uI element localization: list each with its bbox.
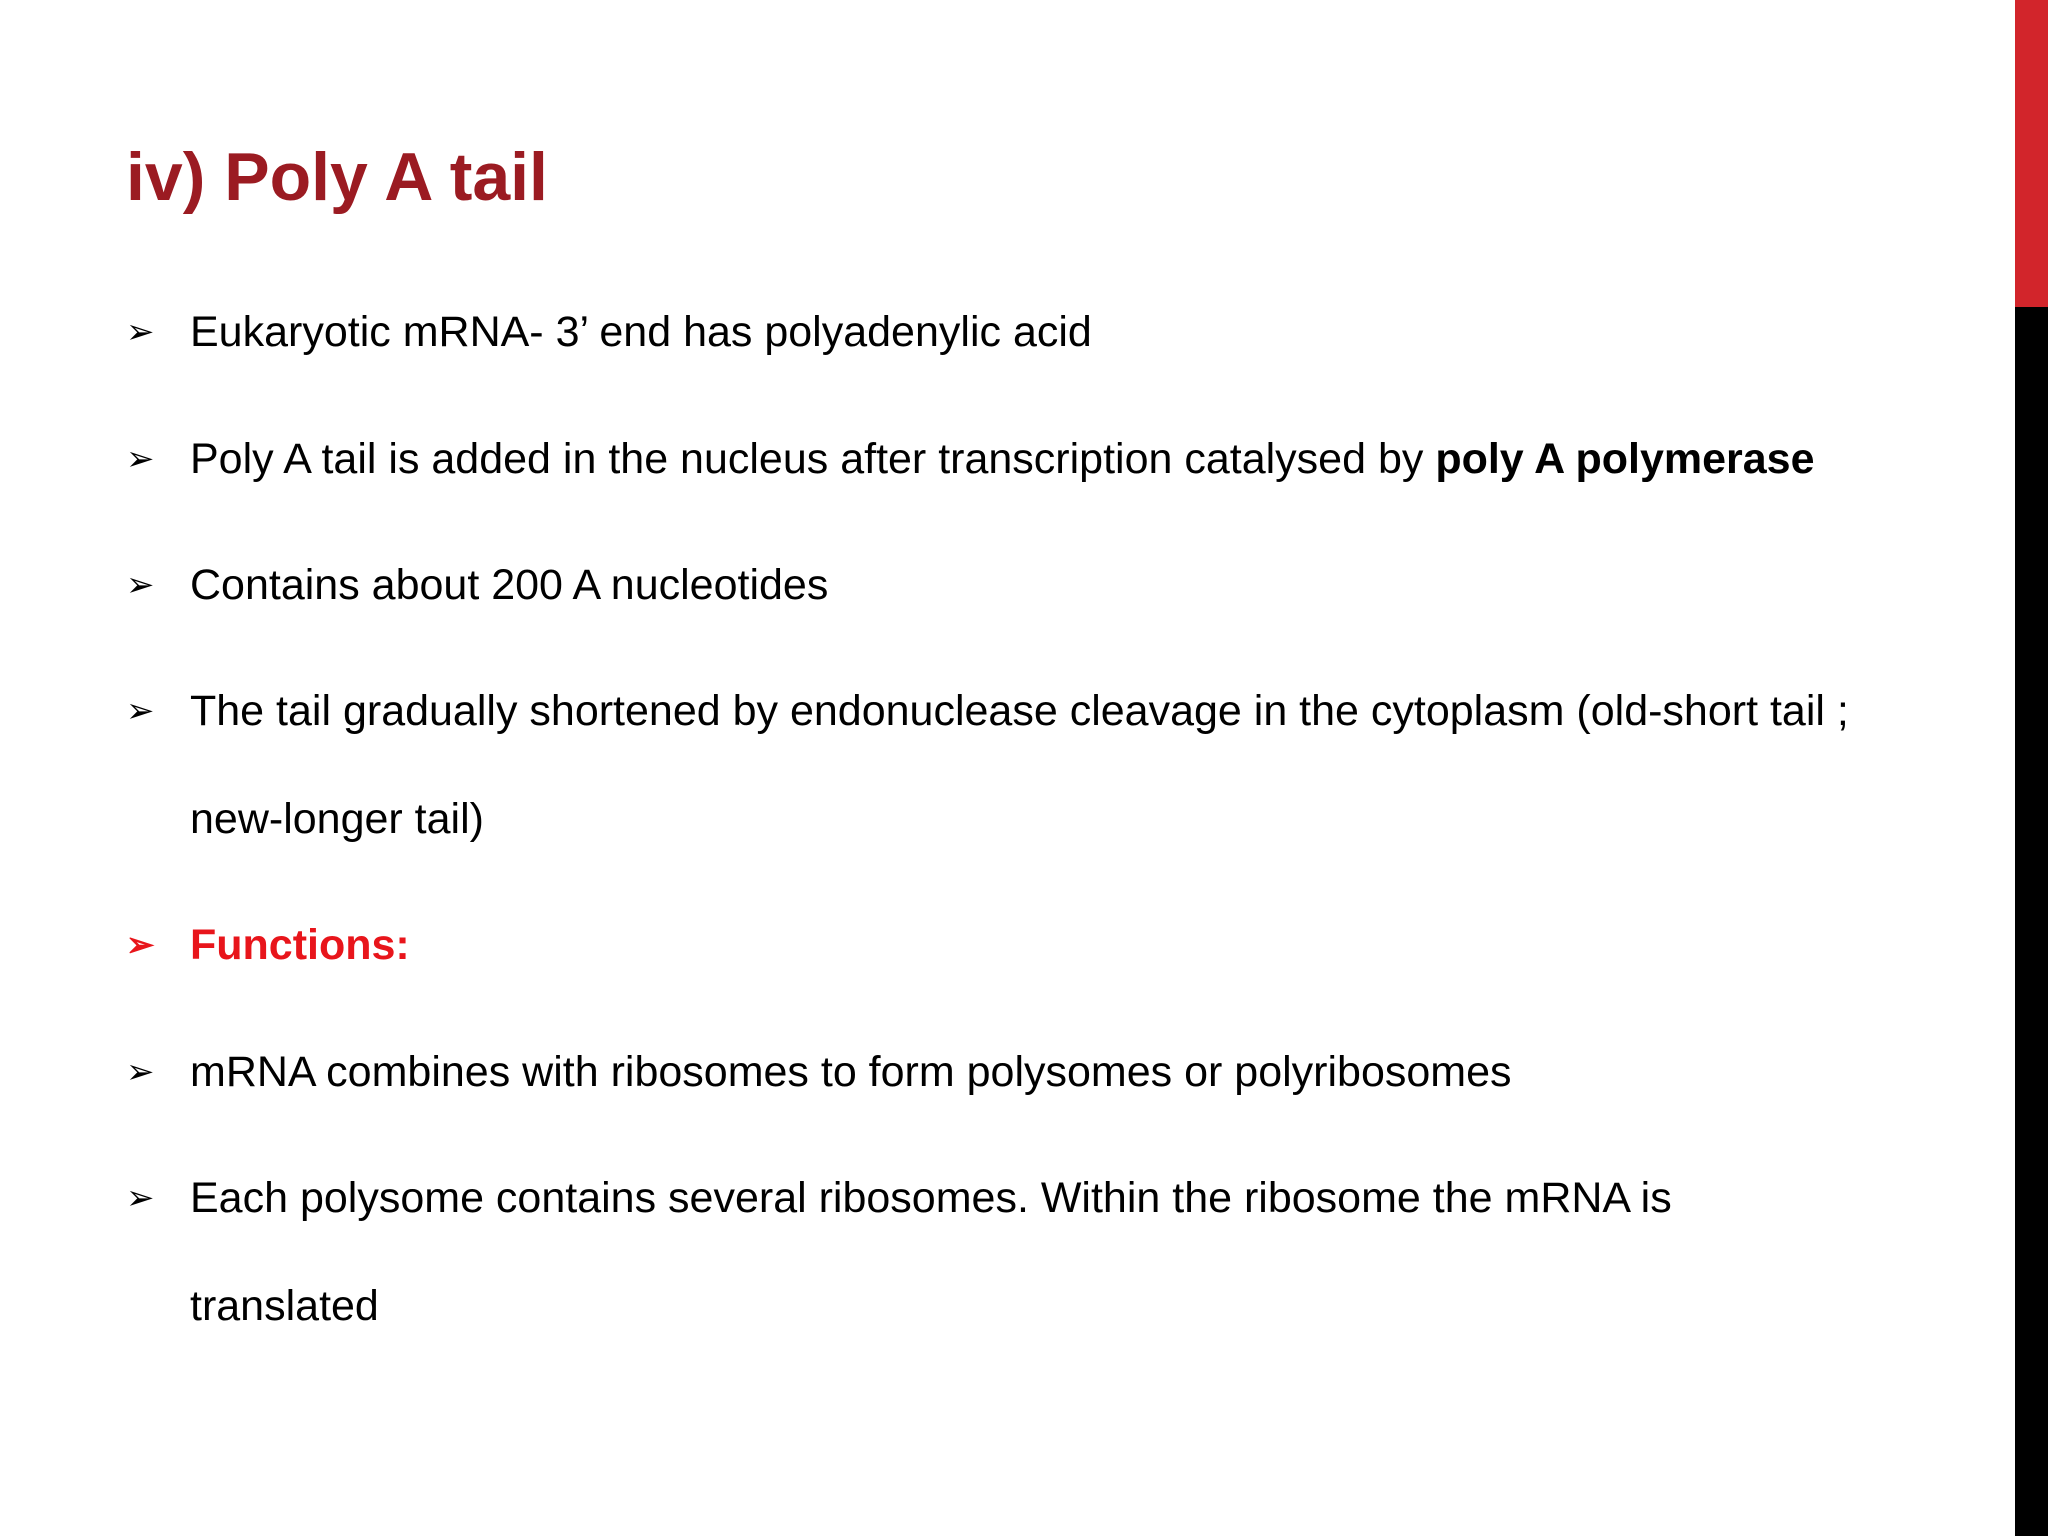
bullet-text: mRNA combines with ribosomes to form polysomes or polyribosomes — [190, 1048, 1512, 1096]
bullet-item — [126, 1018, 1926, 1126]
slide-title: iv) Poly A tail — [126, 139, 548, 215]
bullet-text: Eukaryotic mRNA- 3’ end has polyadenylic acid — [190, 308, 1092, 356]
arrow-bullet-icon: ➢ — [126, 440, 155, 478]
bullet-item — [126, 657, 1926, 873]
functions-heading — [126, 891, 1926, 999]
bullet-text: Contains about 200 A nucleotides — [190, 561, 829, 609]
bullet-item — [126, 1144, 1826, 1360]
bullet-text — [190, 405, 1926, 513]
arrow-bullet-icon: ➢ — [126, 313, 155, 351]
accent-bar-red — [2015, 0, 2048, 307]
arrow-bullet-icon: ➢ — [126, 926, 155, 964]
accent-bar-black — [2015, 307, 2048, 1536]
arrow-bullet-icon: ➢ — [126, 1053, 155, 1091]
bullet-item — [126, 405, 1926, 513]
bullet-text: Each polysome contains several ribosomes. Within the ribosome the mRNA is translated — [190, 1174, 1672, 1330]
bullet-text-bold: poly A polymerase — [1435, 435, 1815, 483]
arrow-bullet-icon: ➢ — [126, 566, 155, 604]
functions-heading-text: Functions: — [190, 921, 410, 969]
arrow-bullet-icon: ➢ — [126, 1179, 155, 1217]
bullet-item — [126, 278, 1926, 386]
bullet-item — [126, 531, 1926, 639]
bullet-text: The tail gradually shortened by endonuclease cleavage in the cytoplasm (old-short tail ; new-longer tail) — [190, 687, 1849, 843]
arrow-bullet-icon: ➢ — [126, 692, 155, 730]
bullet-text-plain: Poly A tail is added in the nucleus after transcription catalysed by — [190, 435, 1436, 483]
